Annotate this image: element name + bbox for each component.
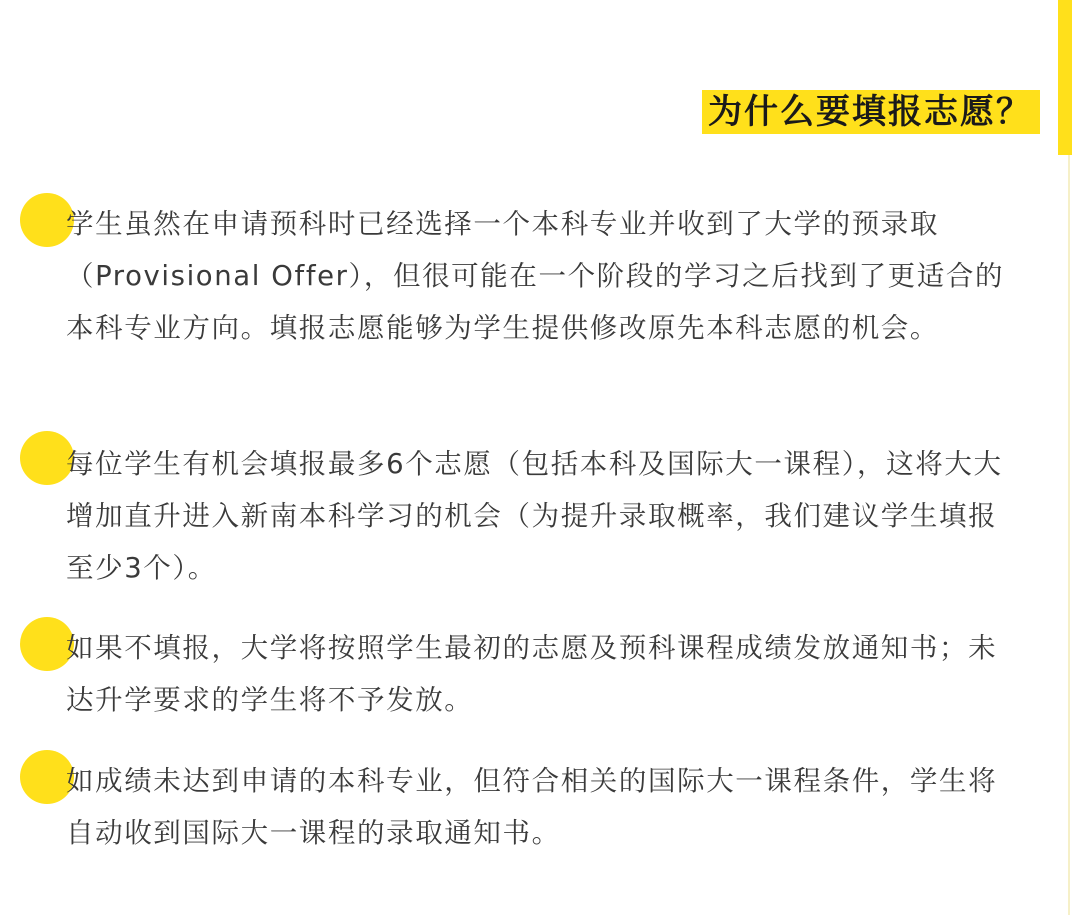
accent-line xyxy=(1068,155,1070,915)
bullet-point: 学生虽然在申请预科时已经选择一个本科专业并收到了大学的预录取（Provisional Offer），但很可能在一个阶段的学习之后找到了更适合的本科专业方向。填报志愿能够为学生提供修改原先本科志愿的机会。 xyxy=(66,208,1005,344)
bullet-point: 如果不填报，大学将按照学生最初的志愿及预科课程成绩发放通知书；未达升学要求的学生将不予发放。 xyxy=(66,632,998,716)
bullet-point: 每位学生有机会填报最多6个志愿（包括本科及国际大一课程），这将大大增加直升进入新南本科学习的机会（为提升录取概率，我们建议学生填报至少3个）。 xyxy=(66,448,1003,584)
accent-bar xyxy=(1058,0,1072,155)
bullet-point: 如成绩未达到申请的本科专业，但符合相关的国际大一课程条件，学生将自动收到国际大一课程的录取通知书。 xyxy=(66,765,998,849)
section-heading: 为什么要填报志愿？ xyxy=(702,90,1040,134)
